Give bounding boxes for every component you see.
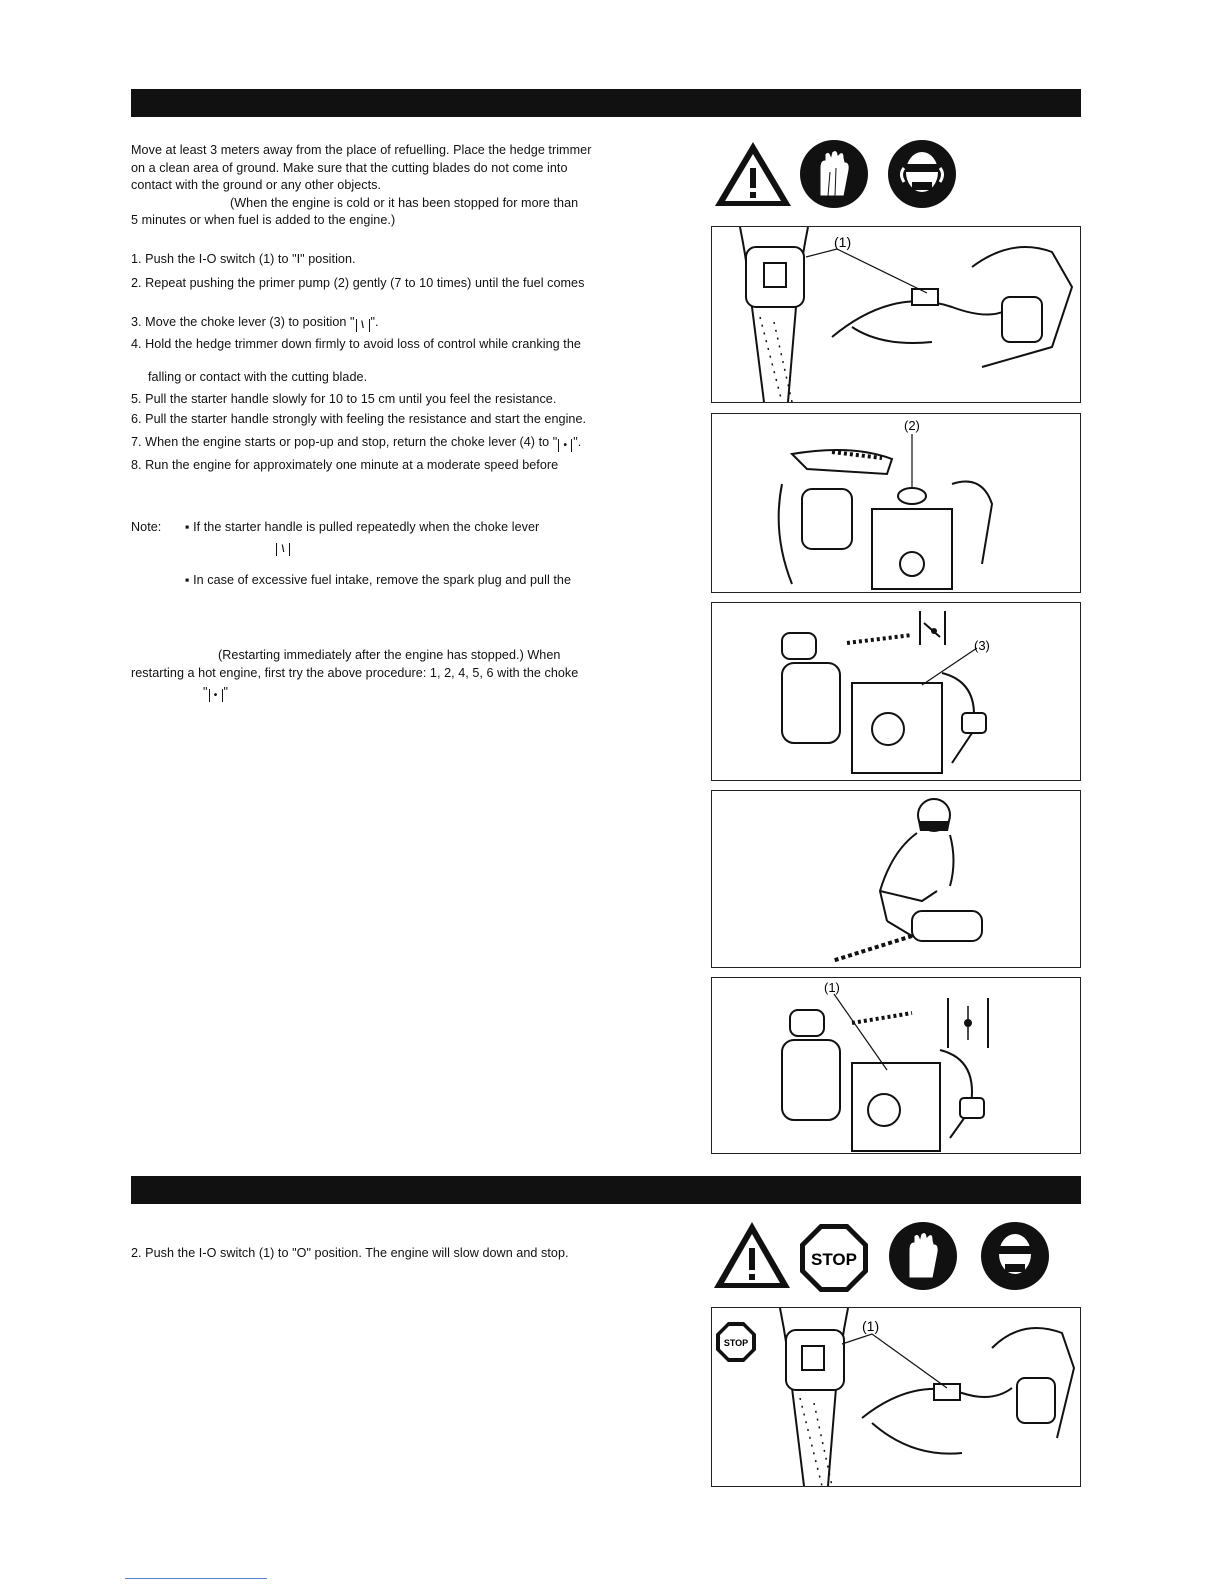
stop-sign-text: STOP [811,1250,857,1269]
choke-open-icon: • [558,439,572,452]
intro-line-4: (When the engine is cold or it has been stopped for more than [230,196,579,210]
bullet-icon: ▪ [185,520,194,534]
intro-line-1: Move at least 3 meters away from the place of refuelling. Place the hedge trimmer [131,143,592,157]
step-7-text: 7. When the engine starts or pop-up and stop, return the choke lever (4) to " [131,435,558,449]
figure-primer-pump [711,413,1081,593]
fig1-label: (1) [834,234,852,250]
gloves-icon [889,1222,957,1290]
step-4: 4. Hold the hedge trimmer down firmly to avoid loss of control while cranking the [131,337,581,351]
restart-choke: " • " [203,685,229,701]
restart-line-2: restarting a hot engine, first try the above procedure: 1, 2, 4, 5, 6 with the choke [131,666,579,680]
step-8: 8. Run the engine for approximately one minute at a moderate speed before [131,458,559,472]
face-protection-icon [888,140,956,208]
stop-step-2: 2. Push the I-O switch (1) to "O" position. The engine will slow down and stop. [131,1246,569,1260]
stop-sign-small-text: STOP [723,1338,749,1348]
intro-line-2: on a clean area of ground. Make sure that the cutting blades do not come into [131,161,568,175]
note-2 [185,571,571,590]
step-7 [131,433,581,452]
figure-choke-open [711,977,1081,1154]
choke-open-icon-restart: • [209,689,223,702]
intro-line-3: contact with the ground or any other objects. [131,178,382,192]
bullet-icon: ▪ [185,573,194,587]
figure-switch-on [711,226,1081,403]
stop-sign-icon-small [716,1322,756,1362]
figure-cranking-posture [711,790,1081,968]
note-label: Note: [131,520,162,534]
restart-line-1: (Restarting immediately after the engine has stopped.) When [218,648,561,662]
section-header-bar-stopping [131,1176,1081,1204]
warning-triangle-icon [714,1222,790,1288]
step-5: 5. Pull the starter handle slowly for 10 to 15 cm until you feel the resistance. [131,392,557,406]
step-1: 1. Push the I-O switch (1) to "I" position. [131,252,356,266]
fig5-label: (1) [824,980,840,995]
note-1-choke [275,537,291,556]
fig2-label: (2) [904,418,920,433]
footer-rule [125,1578,267,1579]
intro-line-5: 5 minutes or when fuel is added to the engine.) [131,213,396,227]
section-header-bar-starting [131,89,1081,117]
step-3-text: 3. Move the choke lever (3) to position " [131,315,355,329]
note-1 [185,518,539,537]
note-2-text: In case of excessive fuel intake, remove the spark plug and pull the [193,573,572,587]
step-4-cont: falling or contact with the cutting blade. [148,370,368,384]
step-7-end: ". [573,435,582,449]
face-protection-icon [981,1222,1049,1290]
step-6: 6. Pull the starter handle strongly with feeling the resistance and start the engine. [131,412,587,426]
safety-icons-row-stopping [712,1216,1062,1292]
choke-closed-icon-note: \ [276,543,290,556]
step-3 [131,313,379,332]
stop-sign-icon [800,1224,868,1292]
figure-switch-off [711,1307,1081,1487]
fig6-label: (1) [862,1318,880,1334]
choke-closed-icon: \ [356,319,370,332]
warning-triangle-icon [715,142,791,206]
figure-choke-closed [711,602,1081,781]
step-3-end: ". [370,315,379,329]
gloves-icon [800,140,868,208]
step-2: 2. Repeat pushing the primer pump (2) gently (7 to 10 times) until the fuel comes [131,276,585,290]
safety-icons-row-starting [713,138,1003,210]
note-1-text: If the starter handle is pulled repeatedly when the choke lever [193,520,540,534]
fig3-label: (3) [974,638,990,653]
